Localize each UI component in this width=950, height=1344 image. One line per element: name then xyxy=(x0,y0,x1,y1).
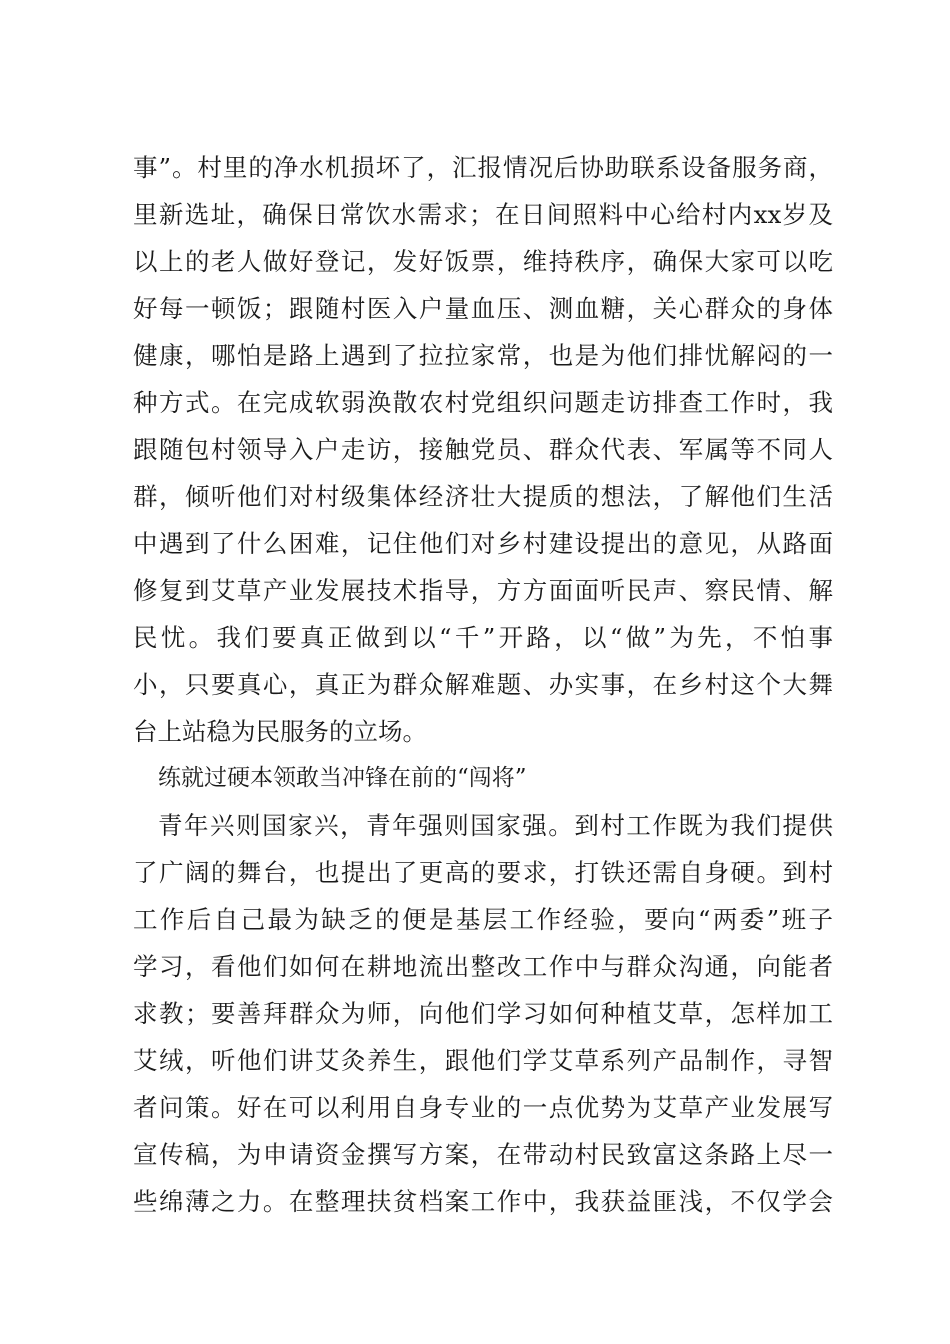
paragraph-line: 群，倾听他们对村级集体经济壮大提质的想法，了解他们生活 xyxy=(133,482,833,511)
paragraph-line: 青年兴则国家兴，青年强则国家强。到村工作既为我们提供 xyxy=(158,811,833,840)
paragraph-line: 工作后自己最为缺乏的便是基层工作经验，要向“两委”班子 xyxy=(133,905,833,934)
paragraph-line: 宣传稿，为申请资金撰写方案，在带动村民致富这条路上尽一 xyxy=(133,1140,833,1169)
section-heading: 练就过硬本领敢当冲锋在前的“闯将” xyxy=(158,765,527,791)
paragraph-line: 里新选址，确保日常饮水需求；在日间照料中心给村内xx岁及 xyxy=(133,200,833,229)
paragraph-line: 修复到艾草产业发展技术指导，方方面面听民声、察民情、解 xyxy=(133,576,833,605)
paragraph-line: 了广阔的舞台，也提出了更高的要求，打铁还需自身硬。到村 xyxy=(133,858,833,887)
paragraph-line: 艾绒，听他们讲艾灸养生，跟他们学艾草系列产品制作，寻智 xyxy=(133,1046,833,1075)
paragraph-line: 以上的老人做好登记，发好饭票，维持秩序，确保大家可以吃 xyxy=(133,247,833,276)
paragraph-line: 学习，看他们如何在耕地流出整改工作中与群众沟通，向能者 xyxy=(133,952,833,981)
paragraph-1 xyxy=(133,144,833,755)
paragraph-line: 好每一顿饭；跟随村医入户量血压、测血糖，关心群众的身体 xyxy=(133,294,833,323)
paragraph-line: 健康，哪怕是路上遇到了拉拉家常，也是为他们排忧解闷的一 xyxy=(133,341,833,370)
paragraph-line: 事”。村里的净水机损坏了，汇报情况后协助联系设备服务商， xyxy=(133,153,833,182)
paragraph-line: 台上站稳为民服务的立场。 xyxy=(133,717,427,746)
document-body xyxy=(133,144,833,1225)
paragraph-line: 求教；要善拜群众为师，向他们学习如何种植艾草，怎样加工 xyxy=(133,999,833,1028)
paragraph-line: 种方式。在完成软弱涣散农村党组织问题走访排查工作时，我 xyxy=(133,388,833,417)
paragraph-line: 些绵薄之力。在整理扶贫档案工作中，我获益匪浅，不仅学会 xyxy=(133,1187,833,1216)
paragraph-2 xyxy=(133,802,833,1225)
paragraph-line: 跟随包村领导入户走访，接触党员、群众代表、军属等不同人 xyxy=(133,435,833,464)
paragraph-line: 民忧。我们要真正做到以“千”开路，以“做”为先，不怕事 xyxy=(133,623,833,652)
paragraph-line: 中遇到了什么困难，记住他们对乡村建设提出的意见，从路面 xyxy=(133,529,833,558)
paragraph-line: 小，只要真心，真正为群众解难题、办实事，在乡村这个大舞 xyxy=(133,670,833,699)
paragraph-line: 者问策。好在可以利用自身专业的一点优势为艾草产业发展写 xyxy=(133,1093,833,1122)
